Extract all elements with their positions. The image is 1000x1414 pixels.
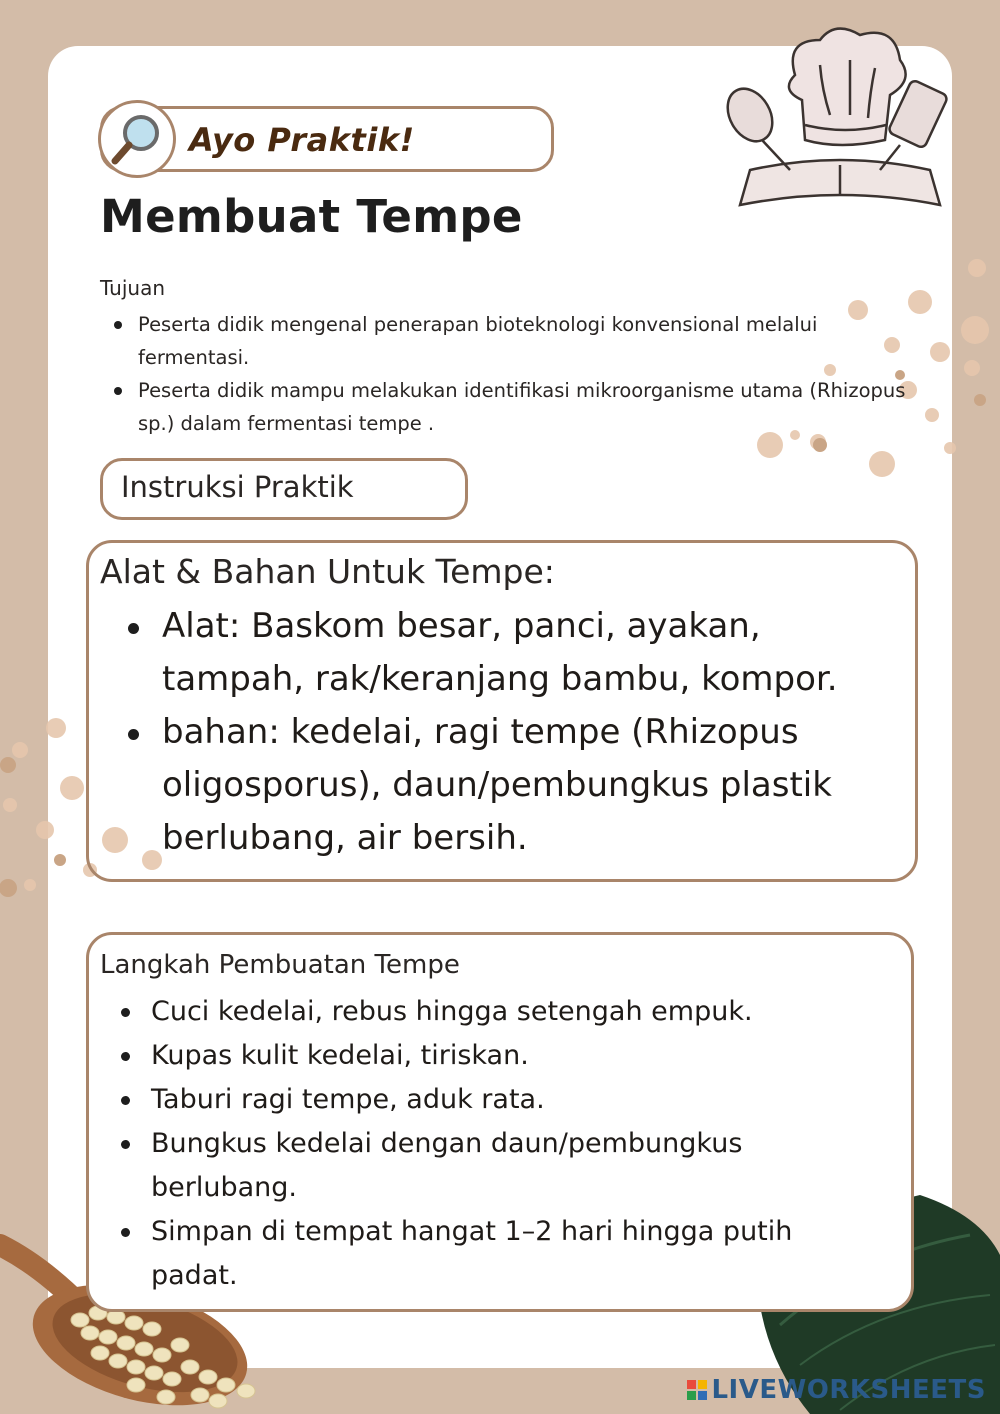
steps-list [151,990,831,1298]
liveworksheets-watermark [687,1373,986,1407]
list-item: Peserta didik mampu melakukan identifikasi mikroorganisme utama (Rhizopus sp.) dalam fermentasi tempe . [138,374,928,440]
steps-title: Langkah Pembuatan Tempe [100,950,460,980]
instructions-label: Instruksi Praktik [121,470,354,504]
list-item: Alat: Baskom besar, panci, ayakan, tampah, rak/keranjang bambu, kompor. [162,600,902,706]
instructions-tag [100,458,468,520]
list-item: Peserta didik mengenal penerapan bioteknologi konvensional melalui fermentasi. [138,308,928,374]
watermark-text: LIVEWORKSHEETS [711,1375,986,1405]
list-item: Simpan di tempat hangat 1–2 hari hingga putih padat. [151,1210,831,1298]
list-item: Cuci kedelai, rebus hingga setengah empuk. [151,990,831,1034]
materials-list [162,600,902,865]
badge-label: Ayo Praktik! [189,121,415,159]
liveworksheets-logo-icon [687,1380,707,1400]
magnifier-icon [101,103,173,175]
list-item: Bungkus kedelai dengan daun/pembungkus berlubang. [151,1122,831,1210]
badge-icon-frame [98,100,176,178]
list-item: bahan: kedelai, ragi tempe (Rhizopus oligosporus), daun/pembungkus plastik berlubang, air bersih. [162,706,902,865]
goals-list [138,308,928,440]
chef-hat-book-illustration [710,20,970,220]
goals-label: Tujuan [100,276,166,300]
list-item: Taburi ragi tempe, aduk rata. [151,1078,831,1122]
materials-title: Alat & Bahan Untuk Tempe: [100,552,555,591]
list-item: Kupas kulit kedelai, tiriskan. [151,1034,831,1078]
page-title: Membuat Tempe [100,190,523,243]
